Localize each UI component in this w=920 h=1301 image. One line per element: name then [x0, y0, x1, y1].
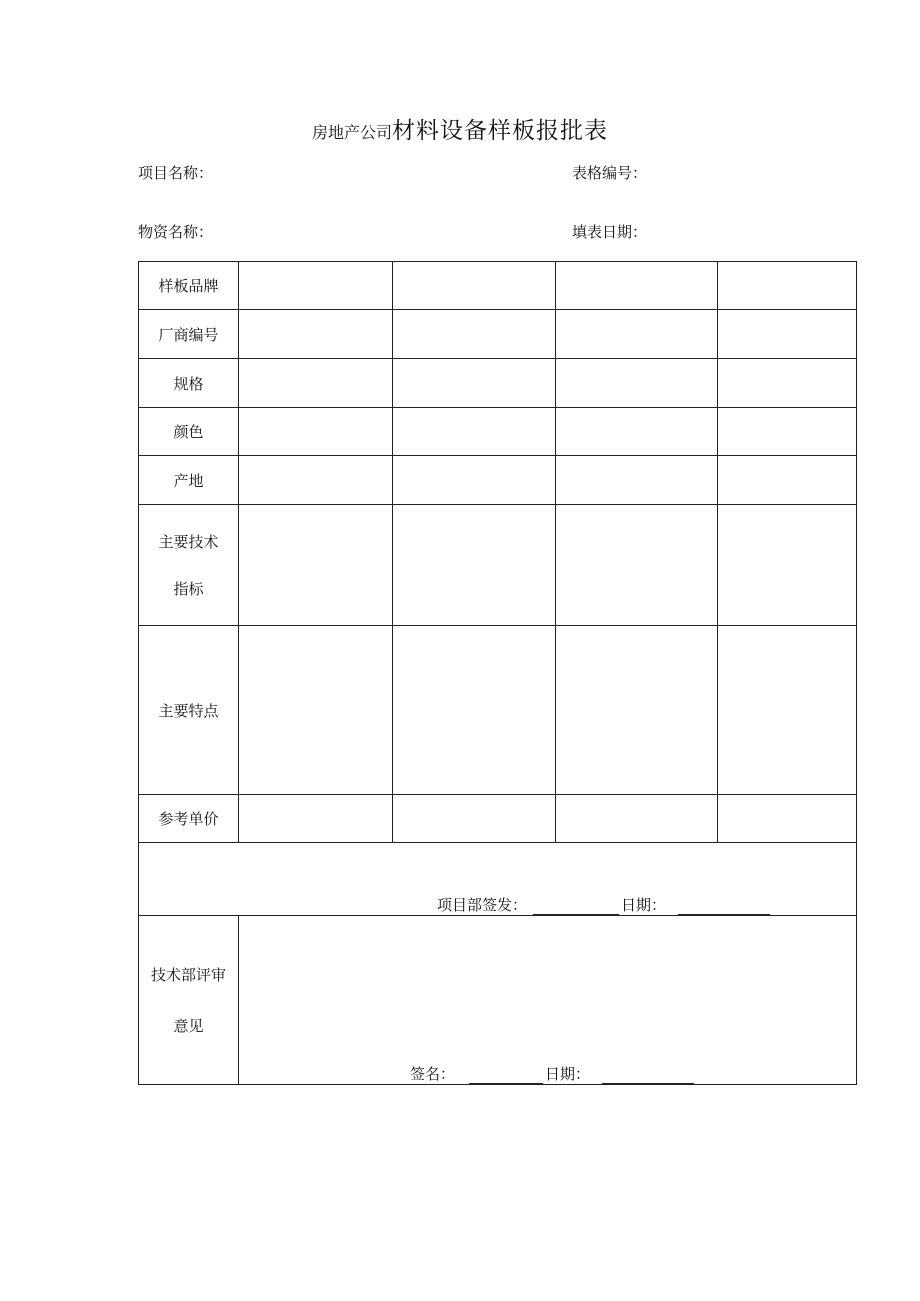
brand-cell[interactable] — [393, 262, 556, 310]
table-row — [139, 626, 857, 795]
origin-cell[interactable] — [393, 456, 556, 505]
tech-review-cell[interactable] — [239, 916, 857, 1085]
material-name-label: 物资名称： — [138, 223, 214, 241]
origin-cell[interactable] — [718, 456, 857, 505]
tech-index-cell[interactable] — [718, 505, 857, 626]
tech-index-label-line2: 指标 — [173, 580, 204, 598]
ref-price-cell[interactable] — [393, 795, 556, 843]
tech-review-label-line1: 技术部评审 — [150, 966, 226, 984]
manufacturer-no-cell[interactable] — [556, 310, 718, 359]
tech-index-cell[interactable] — [556, 505, 718, 626]
manufacturer-no-cell[interactable] — [393, 310, 556, 359]
color-cell[interactable] — [556, 408, 718, 456]
fill-date-label: 填表日期： — [572, 223, 648, 241]
project-sign-date-label: 日期： — [621, 896, 667, 914]
tech-index-label-line1: 主要技术 — [158, 533, 219, 551]
table-row — [139, 456, 857, 505]
title-company: 房地产公司 — [311, 123, 392, 142]
ref-price-cell[interactable] — [556, 795, 718, 843]
project-sign-cell[interactable] — [139, 843, 857, 916]
page-title — [0, 112, 920, 145]
spec-cell[interactable] — [239, 359, 393, 408]
features-cell[interactable] — [393, 626, 556, 795]
project-sign-date-blank[interactable] — [678, 902, 770, 915]
project-name-label: 项目名称： — [138, 164, 214, 182]
spec-cell[interactable] — [556, 359, 718, 408]
brand-cell[interactable] — [556, 262, 718, 310]
tech-index-cell[interactable] — [393, 505, 556, 626]
table-row — [139, 408, 857, 456]
tech-index-label-stack — [139, 531, 238, 599]
tech-review-sign-line — [410, 1063, 700, 1084]
table-row — [139, 359, 857, 408]
manufacturer-no-cell[interactable] — [718, 310, 857, 359]
table-row — [139, 843, 857, 916]
tech-review-date-label: 日期： — [545, 1065, 591, 1083]
table-row — [139, 505, 857, 626]
table-row — [139, 795, 857, 843]
project-sign-blank[interactable] — [533, 902, 619, 915]
table-row — [139, 262, 857, 310]
form-number-label: 表格编号： — [572, 164, 648, 182]
project-sign-label: 项目部签发： — [437, 896, 528, 914]
origin-cell[interactable] — [556, 456, 718, 505]
color-cell[interactable] — [393, 408, 556, 456]
color-cell[interactable] — [239, 408, 393, 456]
features-label: 主要特点 — [139, 626, 239, 795]
brand-cell[interactable] — [239, 262, 393, 310]
origin-cell[interactable] — [239, 456, 393, 505]
spec-cell[interactable] — [718, 359, 857, 408]
features-cell[interactable] — [556, 626, 718, 795]
tech-review-date-blank[interactable] — [602, 1071, 694, 1084]
ref-price-cell[interactable] — [718, 795, 857, 843]
approval-table — [138, 261, 857, 1085]
manufacturer-no-cell[interactable] — [239, 310, 393, 359]
color-cell[interactable] — [718, 408, 857, 456]
manufacturer-no-label: 厂商编号 — [139, 310, 239, 359]
tech-review-sign-label: 签名： — [410, 1065, 456, 1083]
color-label: 颜色 — [139, 408, 239, 456]
table-row — [139, 310, 857, 359]
ref-price-label: 参考单价 — [139, 795, 239, 843]
features-cell[interactable] — [239, 626, 393, 795]
spec-label: 规格 — [139, 359, 239, 408]
features-cell[interactable] — [718, 626, 857, 795]
tech-review-label-stack — [139, 964, 238, 1036]
tech-index-cell[interactable] — [239, 505, 393, 626]
spec-cell[interactable] — [393, 359, 556, 408]
tech-review-label-line2: 意见 — [173, 1017, 204, 1035]
tech-index-label — [139, 505, 239, 626]
ref-price-cell[interactable] — [239, 795, 393, 843]
table-row — [139, 916, 857, 1085]
brand-cell[interactable] — [718, 262, 857, 310]
tech-review-label — [139, 916, 239, 1085]
brand-label: 样板品牌 — [139, 262, 239, 310]
project-sign-line — [437, 894, 776, 915]
title-main: 材料设备样板报批表 — [392, 118, 608, 144]
origin-label: 产地 — [139, 456, 239, 505]
tech-review-sign-blank[interactable] — [469, 1071, 543, 1084]
